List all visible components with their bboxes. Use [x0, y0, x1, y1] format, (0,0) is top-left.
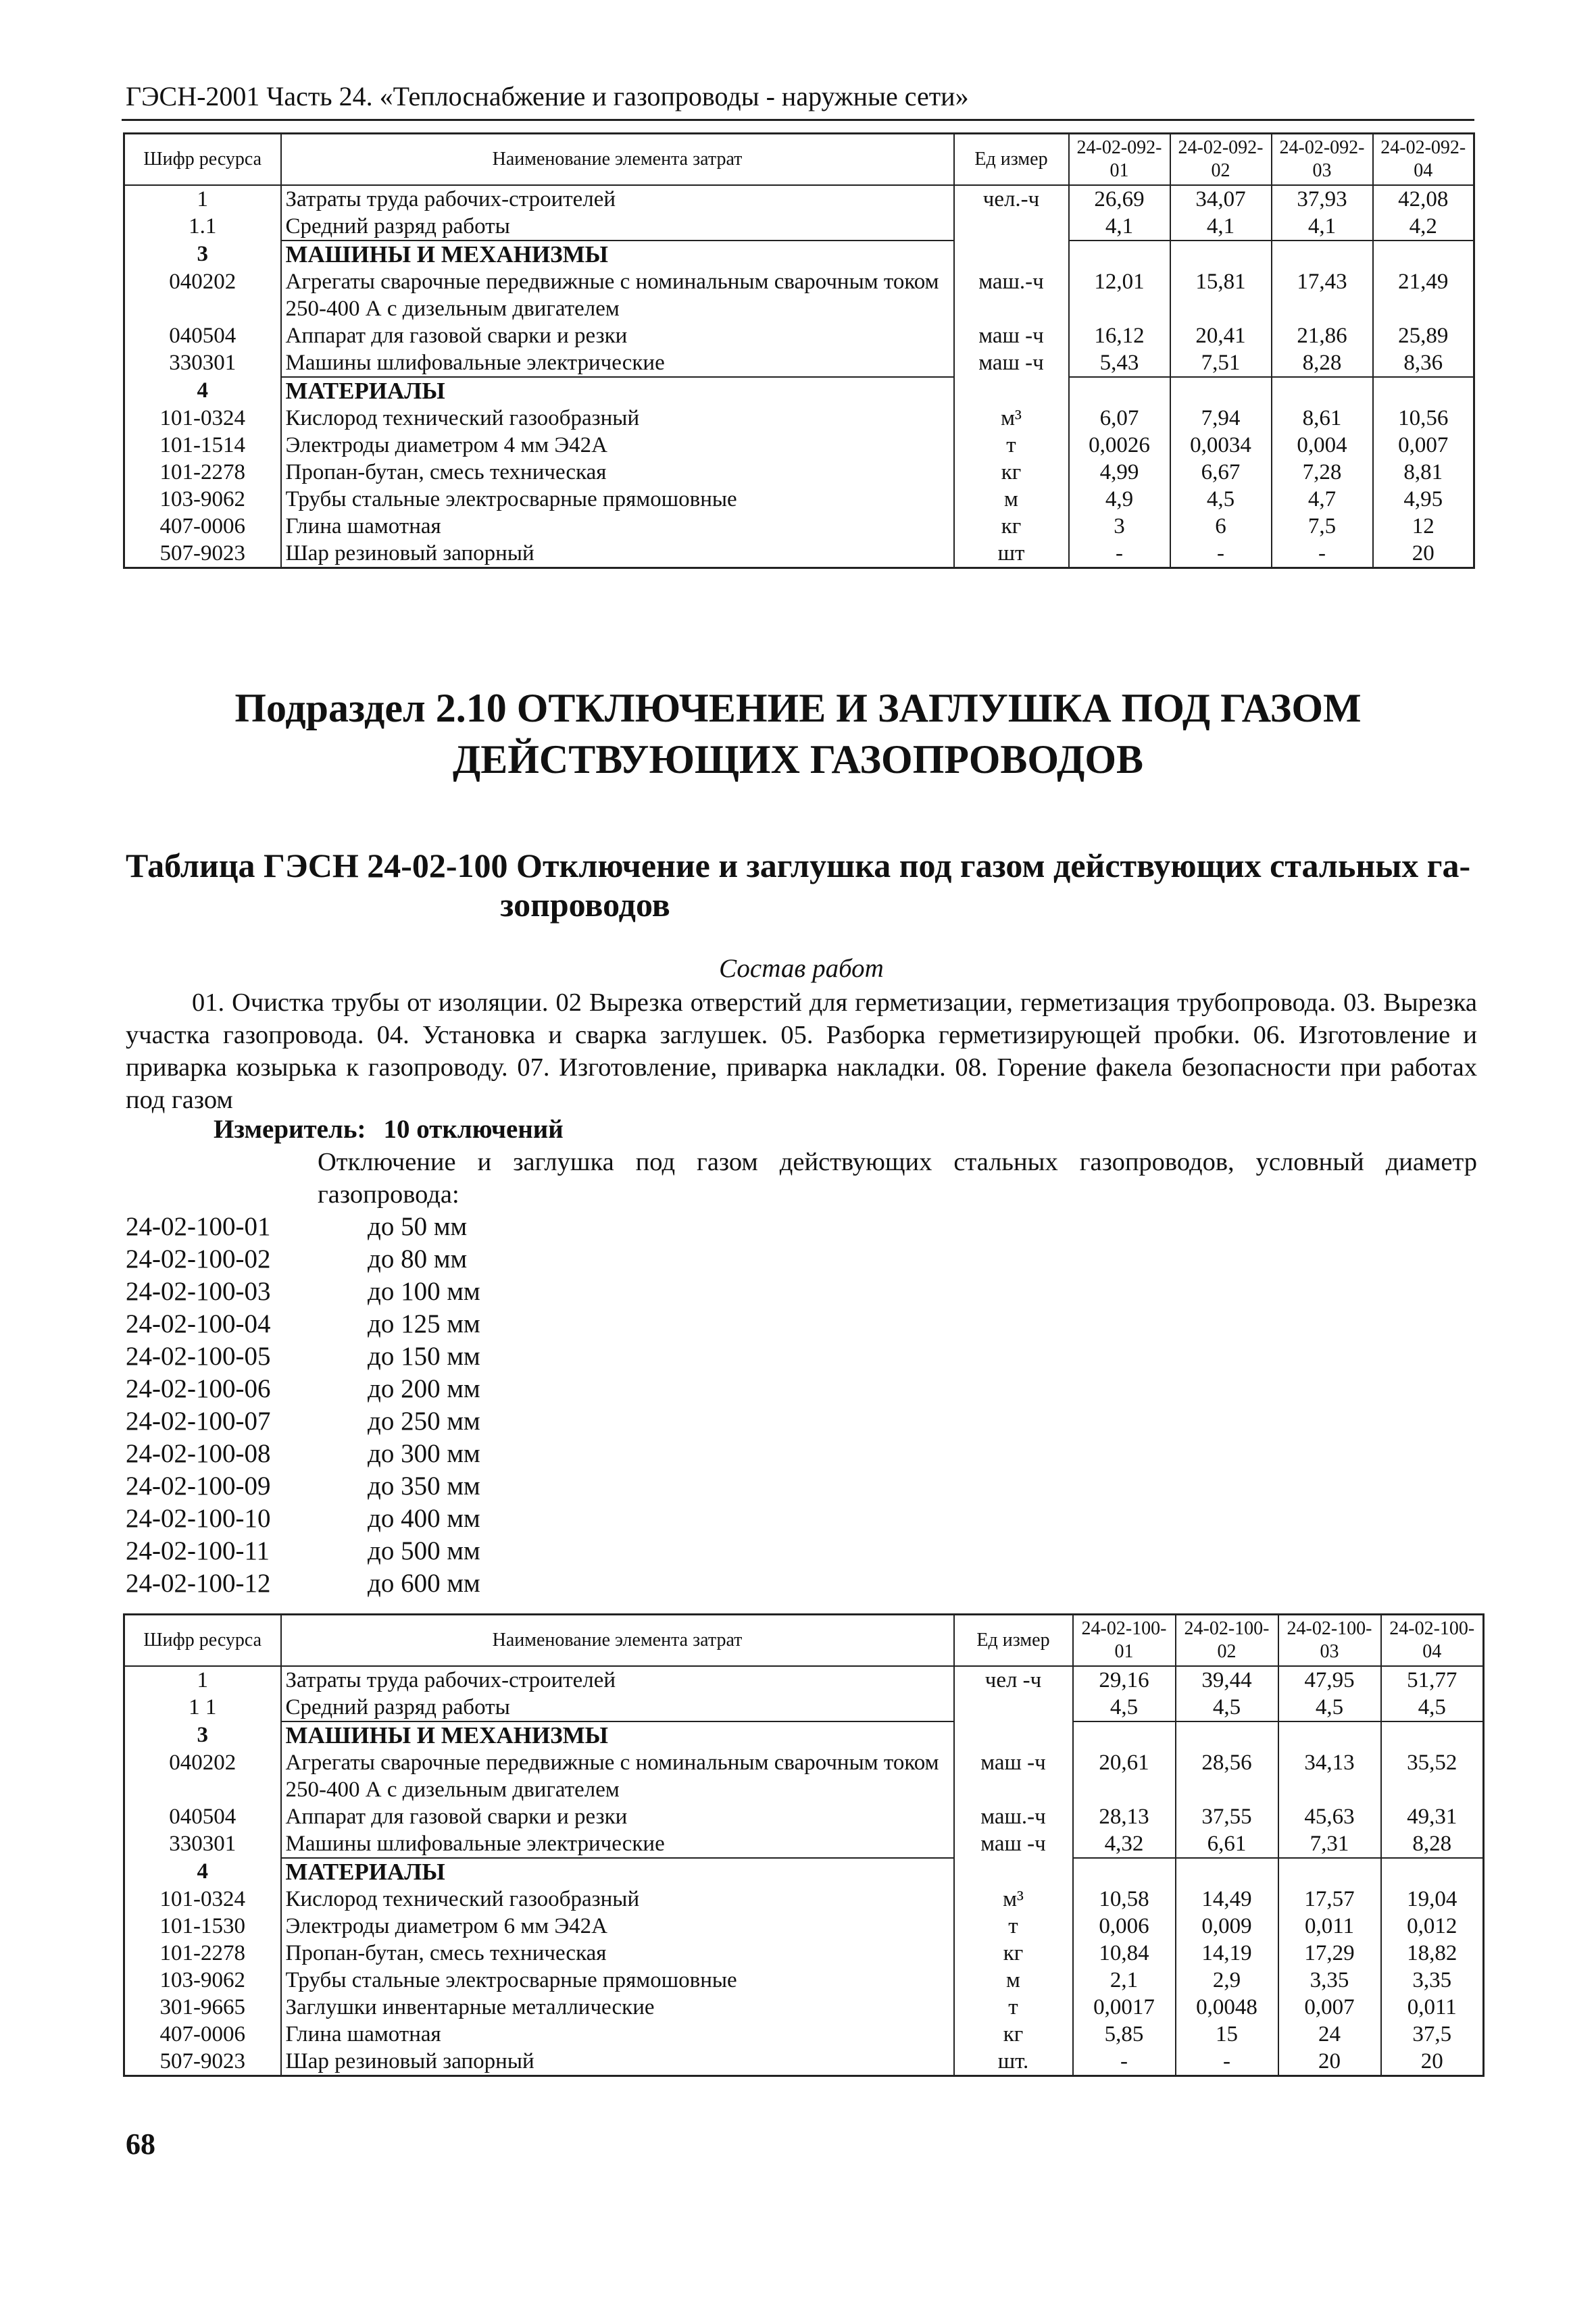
resource-code: 407-0006: [124, 513, 281, 540]
resource-name: Машины шлифовальные электрические: [281, 349, 954, 377]
measurer: [214, 1113, 564, 1146]
value-cell: [1272, 241, 1373, 268]
value-cell: [1381, 1721, 1484, 1749]
resource-code: 330301: [124, 1830, 281, 1858]
value-cell: 17,57: [1278, 1886, 1381, 1913]
value-cell: 19,04: [1381, 1886, 1484, 1913]
value-cell: 49,31: [1381, 1803, 1484, 1830]
table-row: [124, 322, 1474, 349]
value-cell: [1381, 1858, 1484, 1886]
price-list: [126, 1211, 734, 1600]
value-cell: 7,5: [1272, 513, 1373, 540]
resource-name: Глина шамотная: [281, 2021, 954, 2048]
resource-code: 4: [124, 377, 281, 405]
table-row: [124, 1803, 1484, 1830]
resource-code: 4: [124, 1858, 281, 1886]
value-cell: 10,58: [1073, 1886, 1176, 1913]
value-cell: [1278, 1858, 1381, 1886]
value-cell: 28,56: [1176, 1749, 1278, 1803]
price-description: до 500 мм: [368, 1536, 480, 1565]
resource-code: 1: [124, 1666, 281, 1694]
price-list-item: [126, 1405, 734, 1438]
column-header-price-3: 24-02-092-03: [1272, 134, 1373, 185]
value-cell: 14,19: [1176, 1940, 1278, 1967]
price-code: 24-02-100-08: [126, 1439, 271, 1468]
unit-cell: т: [954, 1994, 1073, 2021]
value-cell: 37,5: [1381, 2021, 1484, 2048]
resource-name: МАТЕРИАЛЫ: [281, 1858, 954, 1886]
section-row: [124, 377, 1474, 405]
value-cell: 47,95: [1278, 1666, 1381, 1694]
measurer-value: 10 отключений: [383, 1115, 564, 1144]
value-cell: 17,29: [1278, 1940, 1381, 1967]
resource-name: Электроды диаметром 6 мм Э42А: [281, 1913, 954, 1940]
resource-name: Затраты труда рабочих-строителей: [281, 1666, 954, 1694]
resource-name: Пропан-бутан, смесь техническая: [281, 1940, 954, 1967]
unit-cell: маш.-ч: [954, 1803, 1073, 1830]
value-cell: 5,43: [1069, 349, 1170, 377]
resource-code: 507-9023: [124, 2048, 281, 2076]
column-header-code: Шифр ресурса: [124, 1615, 281, 1666]
price-code: 24-02-100-12: [126, 1569, 271, 1598]
resource-code: 407-0006: [124, 2021, 281, 2048]
resource-code: 3: [124, 241, 281, 268]
resource-name: Машины шлифовальные электрические: [281, 1830, 954, 1858]
value-cell: 0,006: [1073, 1913, 1176, 1940]
value-cell: 20: [1373, 540, 1474, 568]
value-cell: 4,99: [1069, 459, 1170, 486]
value-cell: 0,0017: [1073, 1994, 1176, 2021]
resource-name: Пропан-бутан, смесь техническая: [281, 459, 954, 486]
price-description: до 250 мм: [368, 1407, 480, 1436]
value-cell: 4,5: [1176, 1694, 1278, 1721]
table-row: [124, 1940, 1484, 1967]
value-cell: 18,82: [1381, 1940, 1484, 1967]
header-divider: [122, 119, 1474, 121]
page-header: ГЭСН-2001 Часть 24. «Теплоснабжение и газопроводы - наружные сети»: [126, 81, 969, 111]
resource-code: 040202: [124, 268, 281, 322]
resource-code: 101-2278: [124, 1940, 281, 1967]
value-cell: 29,16: [1073, 1666, 1176, 1694]
column-header-price-4: 24-02-092-04: [1373, 134, 1474, 185]
value-cell: 4,5: [1170, 486, 1272, 513]
price-description: до 300 мм: [368, 1439, 480, 1468]
value-cell: 3: [1069, 513, 1170, 540]
value-cell: 4,9: [1069, 486, 1170, 513]
value-cell: 4,95: [1373, 486, 1474, 513]
table-row: [124, 1967, 1484, 1994]
resource-name: Аппарат для газовой сварки и резки: [281, 322, 954, 349]
price-list-item: [126, 1211, 734, 1243]
table-row: [124, 1994, 1484, 2021]
resource-code: 040504: [124, 322, 281, 349]
value-cell: [1073, 1721, 1176, 1749]
table-row: [124, 1694, 1484, 1721]
unit-cell: маш -ч: [954, 349, 1069, 377]
value-cell: 8,36: [1373, 349, 1474, 377]
price-list-item: [126, 1340, 734, 1373]
value-cell: 0,011: [1278, 1913, 1381, 1940]
column-header-unit: Ед измер: [954, 134, 1069, 185]
unit-cell: [954, 241, 1069, 268]
price-description: до 50 мм: [368, 1212, 468, 1241]
unit-cell: кг: [954, 513, 1069, 540]
column-header-name: Наименование элемента затрат: [281, 1615, 954, 1666]
value-cell: 20,41: [1170, 322, 1272, 349]
table-title: [126, 846, 1477, 924]
table-row: [124, 540, 1474, 568]
table-row: [124, 1830, 1484, 1858]
value-cell: 4,5: [1381, 1694, 1484, 1721]
value-cell: 0,007: [1373, 432, 1474, 459]
value-cell: [1170, 241, 1272, 268]
resource-name: Трубы стальные электросварные прямошовные: [281, 486, 954, 513]
price-description: до 350 мм: [368, 1472, 480, 1501]
value-cell: [1278, 1721, 1381, 1749]
value-cell: 6: [1170, 513, 1272, 540]
unit-cell: кг: [954, 2021, 1073, 2048]
resource-name: МАТЕРИАЛЫ: [281, 377, 954, 405]
resource-name: Аппарат для газовой сварки и резки: [281, 1803, 954, 1830]
price-list-item: [126, 1308, 734, 1340]
price-code: 24-02-100-06: [126, 1374, 271, 1403]
value-cell: 7,51: [1170, 349, 1272, 377]
resource-name: МАШИНЫ И МЕХАНИЗМЫ: [281, 241, 954, 268]
unit-cell: [954, 1721, 1073, 1749]
price-list-item: [126, 1470, 734, 1503]
unit-cell: маш -ч: [954, 322, 1069, 349]
value-cell: -: [1073, 2048, 1176, 2076]
unit-cell: маш -ч: [954, 1749, 1073, 1803]
works-description: 01. Очистка трубы от изоляции. 02 Вырезка отверстий для герметизации, герметизация трубопровода. 03. Вырезка участка газопровода. 04. Установка и сварка заглушек. 05. Разборка герметизирующей пробки. 06. Изготовление и приварка козырька к газопроводу. 07. Изготовление, приварка накладки. 08. Горение факела безопасности при работах под газом: [126, 988, 1477, 1114]
section-row: [124, 241, 1474, 268]
value-cell: 34,13: [1278, 1749, 1381, 1803]
price-code: 24-02-100-01: [126, 1212, 271, 1241]
unit-cell: т: [954, 432, 1069, 459]
value-cell: 21,49: [1373, 268, 1474, 322]
value-cell: 0,011: [1381, 1994, 1484, 2021]
value-cell: -: [1069, 540, 1170, 568]
unit-cell: м³: [954, 1886, 1073, 1913]
resource-code: 1.1: [124, 213, 281, 241]
resource-name: Электроды диаметром 4 мм Э42А: [281, 432, 954, 459]
value-cell: 28,13: [1073, 1803, 1176, 1830]
value-cell: 4,7: [1272, 486, 1373, 513]
value-cell: 10,84: [1073, 1940, 1176, 1967]
resource-name: МАШИНЫ И МЕХАНИЗМЫ: [281, 1721, 954, 1749]
resource-name: Средний разряд работы: [281, 213, 954, 241]
table-row: [124, 486, 1474, 513]
resource-name: Шар резиновый запорный: [281, 2048, 954, 2076]
resource-name: Средний разряд работы: [281, 1694, 954, 1721]
column-header-price-2: 24-02-100-02: [1176, 1615, 1278, 1666]
resource-code: 507-9023: [124, 540, 281, 568]
price-description: до 100 мм: [368, 1277, 480, 1306]
value-cell: 6,67: [1170, 459, 1272, 486]
resource-code: 101-1514: [124, 432, 281, 459]
value-cell: -: [1272, 540, 1373, 568]
value-cell: 8,81: [1373, 459, 1474, 486]
value-cell: [1069, 377, 1170, 405]
value-cell: 39,44: [1176, 1666, 1278, 1694]
price-list-item: [126, 1373, 734, 1405]
table-row: [124, 213, 1474, 241]
value-cell: 4,2: [1373, 213, 1474, 241]
value-cell: 14,49: [1176, 1886, 1278, 1913]
section-row: [124, 1858, 1484, 1886]
value-cell: [1272, 377, 1373, 405]
value-cell: 0,007: [1278, 1994, 1381, 2021]
unit-cell: [954, 1694, 1073, 1721]
table-row: [124, 268, 1474, 322]
resource-name: Шар резиновый запорный: [281, 540, 954, 568]
page-number: 68: [126, 2128, 155, 2161]
value-cell: 15: [1176, 2021, 1278, 2048]
value-cell: 37,93: [1272, 185, 1373, 213]
unit-cell: кг: [954, 459, 1069, 486]
value-cell: 4,1: [1272, 213, 1373, 241]
value-cell: 2,9: [1176, 1967, 1278, 1994]
unit-cell: м: [954, 486, 1069, 513]
table-row: [124, 1913, 1484, 1940]
column-header-price-1: 24-02-092-01: [1069, 134, 1170, 185]
table-body: [124, 185, 1474, 568]
subsection-title: [122, 682, 1474, 785]
value-cell: 6,07: [1069, 405, 1170, 432]
value-cell: [1170, 377, 1272, 405]
resource-name: Затраты труда рабочих-строителей: [281, 185, 954, 213]
table-row: [124, 185, 1474, 213]
value-cell: 0,012: [1381, 1913, 1484, 1940]
table-row: [124, 2021, 1484, 2048]
value-cell: 10,56: [1373, 405, 1474, 432]
column-header-code: Шифр ресурса: [124, 134, 281, 185]
price-description: до 125 мм: [368, 1309, 480, 1338]
resource-table-100: [123, 1613, 1485, 2077]
resource-code: 103-9062: [124, 486, 281, 513]
table-row: [124, 405, 1474, 432]
resource-code: 1 1: [124, 1694, 281, 1721]
value-cell: 26,69: [1069, 185, 1170, 213]
table-title-line-2: зопроводов: [500, 886, 670, 924]
value-cell: 3,35: [1381, 1967, 1484, 1994]
price-code: 24-02-100-07: [126, 1407, 271, 1436]
value-cell: 0,0026: [1069, 432, 1170, 459]
table-row: [124, 1666, 1484, 1694]
resource-name: Агрегаты сварочные передвижные с номинальным сварочным током 250-400 А с дизельным двигателем: [281, 1749, 954, 1803]
value-cell: 20: [1278, 2048, 1381, 2076]
price-code: 24-02-100-09: [126, 1472, 271, 1501]
price-list-item: [126, 1276, 734, 1308]
value-cell: 4,5: [1278, 1694, 1381, 1721]
table-row: [124, 432, 1474, 459]
value-cell: -: [1176, 2048, 1278, 2076]
table-row: [124, 1749, 1484, 1803]
price-list-item: [126, 1243, 734, 1276]
unit-cell: кг: [954, 1940, 1073, 1967]
resource-code: 101-0324: [124, 405, 281, 432]
value-cell: -: [1170, 540, 1272, 568]
column-header-unit: Ед измер: [954, 1615, 1073, 1666]
value-cell: 21,86: [1272, 322, 1373, 349]
resource-name: Кислород технический газообразный: [281, 1886, 954, 1913]
value-cell: 5,85: [1073, 2021, 1176, 2048]
works-heading: Состав работ: [719, 954, 884, 983]
table-row: [124, 513, 1474, 540]
subsection-title-line-1: Подраздел 2.10 ОТКЛЮЧЕНИЕ И ЗАГЛУШКА ПОД ГАЗОМ: [234, 686, 1362, 730]
resource-table-092: [123, 132, 1475, 569]
price-code: 24-02-100-05: [126, 1342, 271, 1371]
value-cell: 17,43: [1272, 268, 1373, 322]
value-cell: 0,0048: [1176, 1994, 1278, 2021]
value-cell: 0,009: [1176, 1913, 1278, 1940]
value-cell: 51,77: [1381, 1666, 1484, 1694]
unit-cell: м: [954, 1967, 1073, 1994]
resource-code: 101-1530: [124, 1913, 281, 1940]
table-row: [124, 1886, 1484, 1913]
value-cell: 7,28: [1272, 459, 1373, 486]
resource-code: 101-0324: [124, 1886, 281, 1913]
price-code: 24-02-100-11: [126, 1536, 270, 1565]
value-cell: [1073, 1858, 1176, 1886]
price-list-description: Отключение и заглушка под газом действующих стальных газопроводов, условный диаметр газопровода:: [318, 1148, 1477, 1209]
price-list-item: [126, 1567, 734, 1600]
value-cell: 0,0034: [1170, 432, 1272, 459]
value-cell: 8,28: [1272, 349, 1373, 377]
value-cell: [1176, 1721, 1278, 1749]
column-header-price-2: 24-02-092-02: [1170, 134, 1272, 185]
resource-name: Агрегаты сварочные передвижные с номинальным сварочным током 250-400 А с дизельным двигателем: [281, 268, 954, 322]
value-cell: 20: [1381, 2048, 1484, 2076]
price-code: 24-02-100-04: [126, 1309, 271, 1338]
unit-cell: [954, 213, 1069, 241]
section-row: [124, 1721, 1484, 1749]
value-cell: 42,08: [1373, 185, 1474, 213]
column-header-price-1: 24-02-100-01: [1073, 1615, 1176, 1666]
table-body: [124, 1666, 1484, 2076]
price-list-item: [126, 1503, 734, 1535]
resource-code: 040202: [124, 1749, 281, 1803]
unit-cell: маш.-ч: [954, 268, 1069, 322]
resource-name: Заглушки инвентарные металлические: [281, 1994, 954, 2021]
resource-code: 1: [124, 185, 281, 213]
unit-cell: [954, 377, 1069, 405]
value-cell: 4,1: [1170, 213, 1272, 241]
value-cell: 25,89: [1373, 322, 1474, 349]
resource-name: Трубы стальные электросварные прямошовные: [281, 1967, 954, 1994]
table-row: [124, 459, 1474, 486]
value-cell: 4,32: [1073, 1830, 1176, 1858]
value-cell: 34,07: [1170, 185, 1272, 213]
price-description: до 600 мм: [368, 1569, 480, 1598]
unit-cell: т: [954, 1913, 1073, 1940]
resource-code: 330301: [124, 349, 281, 377]
unit-cell: маш -ч: [954, 1830, 1073, 1858]
value-cell: 2,1: [1073, 1967, 1176, 1994]
value-cell: 7,94: [1170, 405, 1272, 432]
value-cell: 8,61: [1272, 405, 1373, 432]
unit-cell: шт.: [954, 2048, 1073, 2076]
value-cell: 6,61: [1176, 1830, 1278, 1858]
price-list-item: [126, 1438, 734, 1470]
unit-cell: [954, 1858, 1073, 1886]
price-code: 24-02-100-10: [126, 1504, 271, 1533]
value-cell: 4,1: [1069, 213, 1170, 241]
price-code: 24-02-100-02: [126, 1244, 271, 1274]
resource-code: 3: [124, 1721, 281, 1749]
column-header-name: Наименование элемента затрат: [281, 134, 954, 185]
value-cell: [1069, 241, 1170, 268]
table-row: [124, 349, 1474, 377]
value-cell: [1373, 377, 1474, 405]
unit-cell: шт: [954, 540, 1069, 568]
subsection-title-line-2: ДЕЙСТВУЮЩИХ ГАЗОПРОВОДОВ: [452, 737, 1144, 782]
value-cell: 45,63: [1278, 1803, 1381, 1830]
resource-name: Глина шамотная: [281, 513, 954, 540]
value-cell: 20,61: [1073, 1749, 1176, 1803]
value-cell: 16,12: [1069, 322, 1170, 349]
resource-name: Кислород технический газообразный: [281, 405, 954, 432]
unit-cell: м³: [954, 405, 1069, 432]
price-list-item: [126, 1535, 734, 1567]
resource-code: 040504: [124, 1803, 281, 1830]
unit-cell: чел.-ч: [954, 185, 1069, 213]
value-cell: 12: [1373, 513, 1474, 540]
value-cell: [1176, 1858, 1278, 1886]
price-code: 24-02-100-03: [126, 1277, 271, 1306]
column-header-price-3: 24-02-100-03: [1278, 1615, 1381, 1666]
price-description: до 400 мм: [368, 1504, 480, 1533]
price-description: до 150 мм: [368, 1342, 480, 1371]
price-description: до 200 мм: [368, 1374, 480, 1403]
resource-code: 101-2278: [124, 459, 281, 486]
table-row: [124, 2048, 1484, 2076]
resource-code: 301-9665: [124, 1994, 281, 2021]
value-cell: 37,55: [1176, 1803, 1278, 1830]
value-cell: 3,35: [1278, 1967, 1381, 1994]
table-title-line-1: Таблица ГЭСН 24-02-100 Отключение и заглушка под газом действующих стальных га-: [126, 847, 1471, 884]
price-description: до 80 мм: [368, 1244, 468, 1274]
resource-code: 103-9062: [124, 1967, 281, 1994]
value-cell: 0,004: [1272, 432, 1373, 459]
value-cell: 24: [1278, 2021, 1381, 2048]
value-cell: 7,31: [1278, 1830, 1381, 1858]
value-cell: 12,01: [1069, 268, 1170, 322]
column-header-price-4: 24-02-100-04: [1381, 1615, 1484, 1666]
value-cell: 15,81: [1170, 268, 1272, 322]
unit-cell: чел -ч: [954, 1666, 1073, 1694]
value-cell: [1373, 241, 1474, 268]
value-cell: 35,52: [1381, 1749, 1484, 1803]
value-cell: 4,5: [1073, 1694, 1176, 1721]
value-cell: 8,28: [1381, 1830, 1484, 1858]
measurer-label: Измеритель:: [214, 1115, 366, 1144]
